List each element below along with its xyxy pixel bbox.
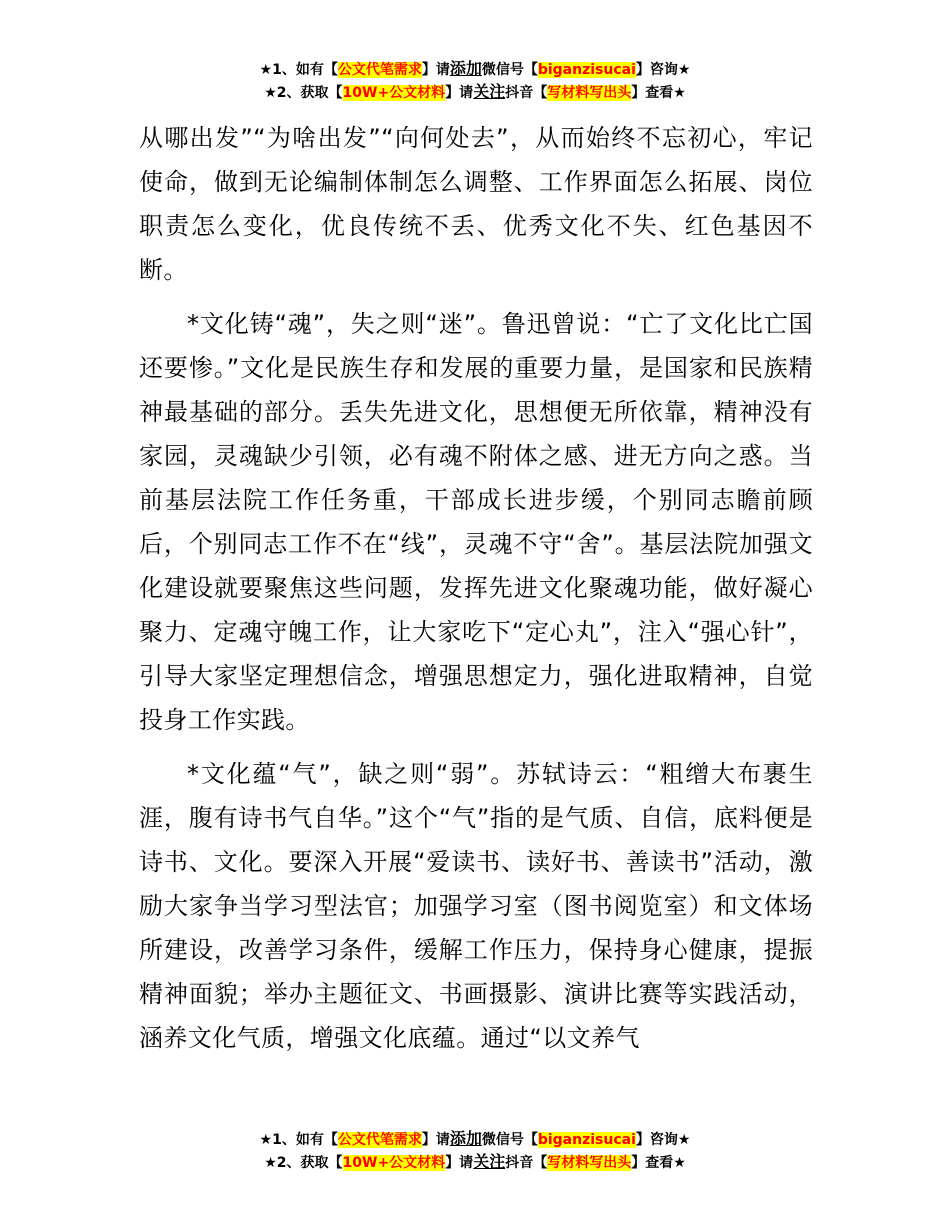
materials-highlight: 10W+公文材料 <box>342 1155 446 1171</box>
ghostwriting-highlight: 公文代笔需求 <box>337 1132 422 1148</box>
follow-emphasis: 关注 <box>473 82 506 101</box>
banner-line-2: ★2、获取【10W+公文材料】请关注抖音【写材料写出头】查看★ <box>264 1152 686 1171</box>
banner-line-1: ★1、如有【公文代笔需求】请添加微信号【biganzisucai】咨询★ <box>259 1129 691 1148</box>
document-body <box>139 116 813 1070</box>
wechat-id-highlight: biganzisucai <box>537 1132 636 1148</box>
paragraph-culture-soul: *文化铸“魂”，失之则“迷”。鲁迅曾说：“亡了文化比亡国还要惨。”文化是民族生存和发展的重要力量，是国家和民族精神最基础的部分。丢失先进文化，思想便无所依靠，精神没有家园，灵魂缺少引领，必有魂不附体之感、进无方向之惑。当前基层法院工作任务重，干部成长进步缓，个别同志瞻前顾后，个别同志工作不在“线”，灵魂不守“舍”。基层法院加强文化建设就要聚焦这些问题，发挥先进文化聚魂功能，做好凝心聚力、定魂守魄工作，让大家吃下“定心丸”，注入“强心针”，引导大家坚定理想信念，增强思想定力，强化进取精神，自觉投身工作实践。 <box>139 310 813 734</box>
follow-emphasis: 关注 <box>473 1152 506 1171</box>
paragraph-continuation: 从哪出发”“为啥出发”“向何处去”，从而始终不忘初心，牢记使命，做到无论编制体制怎么调整、工作界面怎么拓展、岗位职责怎么变化，优良传统不丢、优秀文化不失、红色基因不断。 <box>139 124 813 284</box>
footer-banner <box>0 1128 950 1174</box>
paragraph-culture-spirit: *文化蕴“气”，缺之则“弱”。苏轼诗云：“粗缯大布裹生涯，腹有诗书气自华。”这个“气”指的是气质、自信，底料便是诗书、文化。要深入开展“爱读书、读好书、善读书”活动，激励大家争当学习型法官；加强学习室（图书阅览室）和文体场所建设，改善学习条件，缓解工作压力，保持身心健康，提振精神面貌；举办主题征文、书画摄影、演讲比赛等实践活动，涵养文化气质，增强文化底蕴。通过“以文养气 <box>139 760 813 1052</box>
douyin-id-highlight: 写材料写出头 <box>547 1155 632 1171</box>
ghostwriting-highlight: 公文代笔需求 <box>337 62 422 78</box>
add-emphasis: 添加 <box>449 59 482 78</box>
wechat-id-highlight: biganzisucai <box>537 62 636 78</box>
banner-line-1: ★1、如有【公文代笔需求】请添加微信号【biganzisucai】咨询★ <box>259 59 691 78</box>
materials-highlight: 10W+公文材料 <box>342 85 446 101</box>
banner-line-2: ★2、获取【10W+公文材料】请关注抖音【写材料写出头】查看★ <box>264 82 686 101</box>
douyin-id-highlight: 写材料写出头 <box>547 85 632 101</box>
header-banner <box>0 58 950 104</box>
add-emphasis: 添加 <box>449 1129 482 1148</box>
